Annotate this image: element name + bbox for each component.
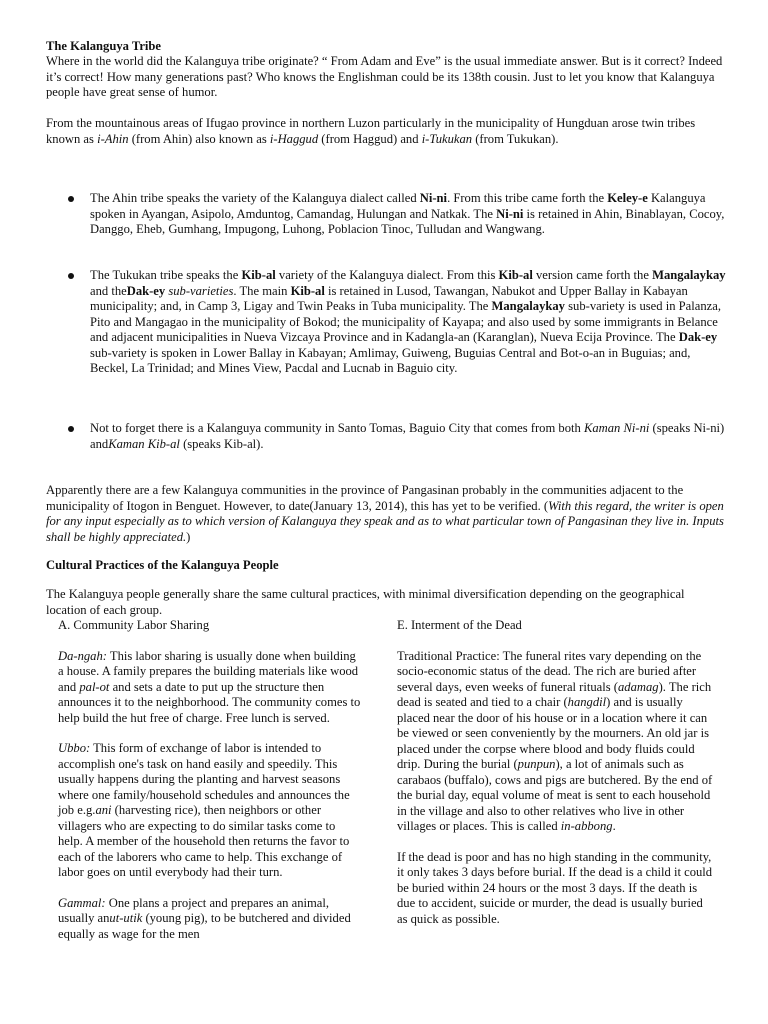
funeral-traditional-paragraph: Traditional Practice: The funeral rites vary depending on the socio-economic status of the dead. The rich are buried after several days, even weeks of funeral rituals (adamag). The rich dead is seated and tied to a chair (hangdil) and is usually placed near the door of his house or in a location where it can be viewed or seen conveniently by the mourners. An old jar is placed under the corpse where blood and body fluids could drip. During the burial (punpun), a lot of animals such as carabaos (buffalo), cows and pigs are butchered. By the end of the burial day, equal volume of meat is sent to each household in the village and also to other relatives who live in other villages or places. This is called in-abbong. [397, 648, 713, 833]
gammal-paragraph: Gammal: One plans a project and prepares an animal, usually anut-utik (young pig), to be butchered and divided equally as wage for the men [58, 895, 351, 941]
bullet-tukukan-tribe: The Tukukan tribe speaks the Kib-al variety of the Kalanguya dialect. From this Kib-al version came forth the Mangalaykay and theDak-ey sub-varieties. The main Kib-al is retained in Lusod, Tawangan, Nabukot and Upper Ballay in Kabayan municipality; and, in Camp 3, Ligay and Twin Peaks in Tuba municipality. The Mangalaykay sub-variety is used in Palanza, Pito and Mangagao in the municipality of Bokod; the municipality of Kayapa; and also used by some immigrants in Belance and adjacent municipalities in Nueva Vizcaya Province and in Kadangla-an (Karanglan), Nueva Ecija Province. The Dak-ey sub-variety is spoken in Lower Ballay in Kabayan; Amlimay, Guiweng, Buguias Central and Bot-o-an in Buguias; and, Beckel, La Trinidad; and Mines View, Pacdal and Lucnab in Baguio city. [90, 268, 726, 375]
origin-paragraph: From the mountainous areas of Ifugao province in northern Luzon particularly in the municipality of Hungduan arose twin tribes known as i-Ahin (from Ahin) also known as i-Haggud (from Haggud) and i-Tukukan (from Tukukan). [46, 116, 696, 146]
section-e-title: E. Interment of the Dead [397, 618, 522, 632]
heading-cultural-practices: Cultural Practices of the Kalanguya People [46, 558, 279, 572]
left-column [58, 618, 368, 942]
cultural-intro-paragraph: The Kalanguya people generally share the same cultural practices, with minimal diversification depending on the geographical location of each group. [46, 587, 685, 617]
pangasinan-paragraph: Apparently there are a few Kalanguya communities in the province of Pangasinan probably in the communities adjacent to the municipality of Itogon in Benguet. However, to date(January 13, 2014), this has yet to be verified. (With this regard, the writer is open for any input especially as to which version of Kalanguya they speak and as to what particular town of Pangasinan they live in. Inputs shall be highly appreciated.) [46, 483, 724, 544]
bullet-dot [68, 196, 74, 202]
dangah-paragraph: Da-ngah: This labor sharing is usually done when building a house. A family prepares the building materials like wood and pal-ot and sets a date to put up the structure then announces it to the neighborhood. The community comes to help build the hut free of charge. Free lunch is served. [58, 648, 361, 725]
section-a-title: A. Community Labor Sharing [58, 618, 210, 632]
title-kalanguya-tribe: The Kalanguya Tribe [46, 39, 161, 53]
bullet-dot [68, 273, 74, 279]
bullet-santo-tomas: Not to forget there is a Kalanguya community in Santo Tomas, Baguio City that comes from both Kaman Ni-ni (speaks Ni-ni) andKaman Kib-al (speaks Kib-al). [90, 421, 725, 451]
intro-paragraph: Where in the world did the Kalanguya tribe originate? “ From Adam and Eve” is the usual immediate answer. But is it correct? Indeed it’s correct! How many generations past? Who knows the Englishman could be its 138th cousin. Just to let you know that Kalanguya people have great sense of humor. [46, 54, 723, 99]
bullet-dot [68, 426, 74, 432]
funeral-poor-paragraph: If the dead is poor and has no high standing in the community, it only takes 3 days before burial. If the dead is a child it could be buried within 24 hours or the most 3 days. If the death is due to accident, suicide or murder, the dead is usually buried as quick as possible. [397, 849, 713, 926]
bullet-ahin-tribe: The Ahin tribe speaks the variety of the Kalanguya dialect called Ni-ni. From this tribe came forth the Keley-e Kalanguya spoken in Ayangan, Asipolo, Amduntog, Camandag, Hulungan and Natkak. The Ni-ni is retained in Ahin, Binablayan, Cocoy, Danggo, Eheb, Gumhang, Impugong, Luhong, Poblacion Tinoc, Tulludan and Wangwang. [90, 191, 725, 236]
ubbo-paragraph: Ubbo: This form of exchange of labor is intended to accomplish one's task on hand easily and speedily. This usually happens during the planting and harvest seasons where one family/household schedules and announces the job e.g.ani (harvesting rice), then neighbors or other villagers who are expecting to do similar tasks come to help. A member of the household then returns the favor to each of the laborers who came to help. This exchange of labor goes on until everybody had their turn. [58, 741, 350, 879]
right-column [397, 618, 715, 927]
